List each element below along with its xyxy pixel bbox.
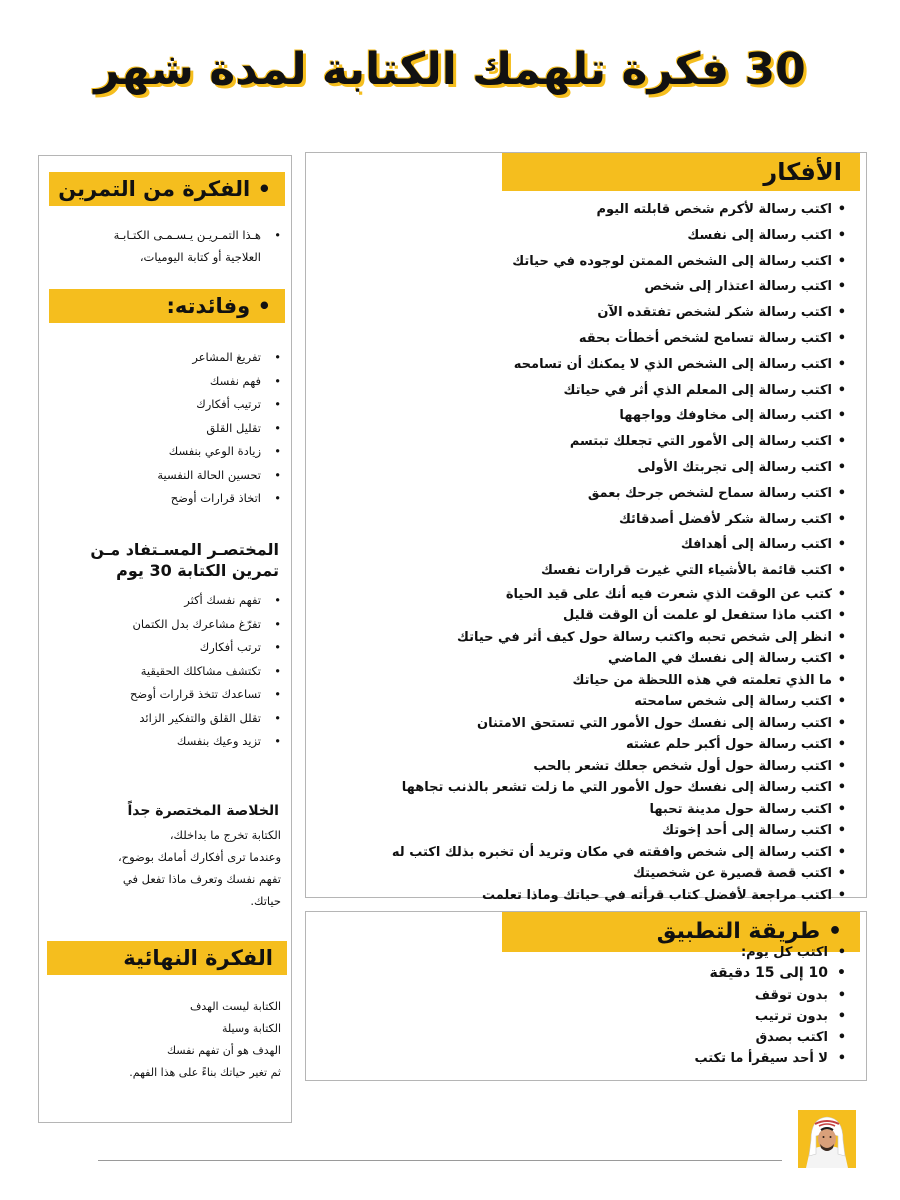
ideas-heading: الأفكار — [763, 158, 842, 186]
left-panel — [38, 155, 292, 1123]
bullet-icon: • — [837, 408, 846, 424]
bullet-icon: • — [274, 444, 281, 458]
list-item: • اكتب رسالة إلى تجربتك الأولى — [318, 455, 846, 481]
list-item: • اكتب رسالة حول مدينة تحبها — [318, 799, 846, 821]
list-item: • ترتيب أفكارك — [51, 393, 281, 417]
list-item: • اكتب رسالة إلى نفسك حول الأمور التي ما زلت تشعر بالذنب تجاهها — [318, 777, 846, 799]
final-idea-heading: الفكرة النهائية — [123, 946, 273, 970]
page-title: 30 فكرة تلهمك الكتابة لمدة شهر — [94, 44, 806, 95]
bullet-icon: • — [837, 279, 846, 295]
list-item: • اكتب رسالة اعتذار إلى شخص — [318, 274, 846, 300]
brief-line: وعندما ترى أفكارك أمامك بوضوح، — [117, 850, 281, 864]
list-item: • تفهم نفسك أكثر — [51, 589, 281, 613]
final-idea-line: الكتابة ليست الهدف — [189, 1000, 281, 1013]
final-idea-line: ثم تغير حياتك بناءً على هذا الفهم. — [129, 1066, 281, 1079]
bullet-icon: • — [837, 537, 846, 553]
bullet-icon: • — [837, 330, 846, 346]
bullet-icon: • — [837, 780, 846, 796]
list-item: • اكتب رسالة شكر لأفضل أصدقائك — [318, 507, 846, 533]
bullet-icon: • — [837, 1030, 846, 1046]
list-item: • اكتب رسالة حول أكبر حلم عشته — [318, 734, 846, 756]
brief-line: تفهم نفسك وتعرف ماذا تفعل في — [122, 872, 281, 886]
bullet-icon: • — [257, 177, 271, 201]
list-item: • اكتب رسالة شكر لشخص تفتقده الآن — [318, 300, 846, 326]
list-item: • اكتب رسالة إلى أهدافك — [318, 532, 846, 558]
bullet-icon: • — [837, 987, 846, 1003]
list-item: • ترتب أفكارك — [51, 636, 281, 660]
bullet-icon: • — [837, 382, 846, 398]
list-item: • اكتب رسالة إلى الأمور التي تجعلك تبتسم — [318, 429, 846, 455]
summary-heading-line: تمرين الكتابة 30 يوم — [116, 561, 279, 580]
bullet-icon: • — [274, 228, 281, 242]
ideas-header — [502, 153, 860, 191]
exercise-idea-header — [49, 172, 285, 206]
bullet-icon: • — [837, 844, 846, 860]
summary-heading — [49, 539, 279, 581]
list-item: • اكتب رسالة تسامح لشخص أخطأت بحقه — [318, 326, 846, 352]
benefits-heading: وفائدته: — [166, 294, 251, 318]
bullet-icon: • — [274, 373, 281, 388]
bullet-icon: • — [274, 640, 281, 654]
exercise-idea-text — [49, 224, 281, 268]
list-item: • اكتب قائمة بالأشياء التي غيرت قرارات نفسك — [318, 558, 846, 584]
bullet-icon: • — [274, 593, 281, 607]
benefits-list — [51, 346, 281, 511]
list-item: • تساعدك تتخذ قرارات أوضح — [51, 683, 281, 707]
portrait-icon — [798, 1110, 856, 1168]
list-item: • تقلل القلق والتفكير الزائد — [51, 707, 281, 731]
bullet-icon: • — [837, 1051, 846, 1067]
list-item: • تفريغ المشاعر — [51, 346, 281, 370]
bullet-icon: • — [837, 866, 846, 882]
list-item: • اكتب ماذا ستفعل لو علمت أن الوقت قليل — [318, 605, 846, 627]
list-item: • تحسين الحالة النفسية — [51, 464, 281, 488]
method-list — [546, 942, 846, 1070]
list-item: • اكتب رسالة لأكرم شخص قابلته اليوم — [318, 197, 846, 223]
bullet-icon: • — [274, 616, 281, 631]
bullet-icon: • — [837, 511, 846, 527]
bullet-icon: • — [837, 823, 846, 839]
list-item: • ما الذي تعلمته في هذه اللحظة من حياتك — [318, 670, 846, 692]
list-item: • اكتب كل يوم: — [546, 942, 846, 963]
exercise-idea-line: هـذا التمـريـن يـسـمـى الكتـابـة — [113, 228, 261, 242]
list-item: • اكتب رسالة حول أول شخص جعلك تشعر بالحب — [318, 756, 846, 778]
bullet-icon: • — [837, 434, 846, 450]
list-item: • كتب عن الوقت الذي شعرت فيه أنك على قيد الحياة — [318, 584, 846, 606]
bullet-icon: • — [274, 663, 281, 678]
bullet-icon: • — [837, 356, 846, 372]
bullet-icon: • — [837, 965, 846, 982]
list-item: • فهم نفسك — [51, 370, 281, 394]
exercise-idea-heading: الفكرة من التمرين — [58, 177, 251, 201]
bullet-icon: • — [837, 801, 846, 817]
bullet-icon: • — [837, 227, 846, 243]
bullet-icon: • — [837, 608, 846, 624]
bullet-icon: • — [837, 945, 846, 960]
bullet-icon: • — [837, 887, 846, 903]
bullet-icon: • — [274, 687, 281, 701]
list-item: • اكتب رسالة إلى الشخص الذي لا يمكنك أن تسامحه — [318, 352, 846, 378]
list-item: • اكتب قصة قصيرة عن شخصيتك — [318, 863, 846, 885]
bullet-icon: • — [274, 350, 281, 364]
exercise-idea-line: العلاجية أو كتابة اليوميات، — [139, 250, 261, 264]
bullet-icon: • — [837, 1008, 846, 1024]
bullet-icon: • — [274, 420, 281, 435]
ideas-list — [318, 197, 846, 906]
list-item: • اكتب رسالة إلى نفسك — [318, 223, 846, 249]
list-item: • اكتب رسالة إلى نفسك في الماضي — [318, 648, 846, 670]
bullet-icon: • — [837, 694, 846, 710]
final-idea-line: الهدف هو أن تفهم نفسك — [167, 1044, 281, 1057]
bullet-icon: • — [837, 758, 846, 774]
list-item: • تفرّغ مشاعرك بدل الكتمان — [51, 613, 281, 637]
summary-list — [51, 589, 281, 754]
bullet-icon: • — [274, 397, 281, 411]
list-item: • اكتب رسالة إلى مخاوفك وواجهها — [318, 403, 846, 429]
bullet-icon: • — [837, 253, 846, 269]
list-item: • لا أحد سيقرأ ما تكتب — [546, 1048, 846, 1069]
benefits-header — [49, 289, 285, 323]
bullet-icon: • — [837, 563, 846, 579]
bullet-icon: • — [837, 586, 846, 602]
list-item: • اكتب رسالة سماح لشخص جرحك بعمق — [318, 481, 846, 507]
bullet-icon: • — [837, 651, 846, 667]
bullet-icon: • — [257, 294, 271, 318]
final-idea-line: الكتابة وسيلة — [222, 1022, 281, 1035]
list-item: • تزيد وعيك بنفسك — [51, 730, 281, 754]
list-item: • تكتشف مشاكلك الحقيقية — [51, 660, 281, 684]
list-item: • تقليل القلق — [51, 417, 281, 441]
brief-heading: الخلاصة المختصرة جداً — [127, 803, 279, 819]
bullet-icon: • — [837, 202, 846, 217]
list-item: • اكتب رسالة إلى أحد إخوتك — [318, 820, 846, 842]
avatar — [798, 1110, 856, 1168]
bullet-icon: • — [274, 491, 281, 505]
ideas-panel — [305, 152, 867, 903]
bullet-icon: • — [274, 734, 281, 748]
list-item: • بدون ترتيب — [546, 1006, 846, 1027]
list-item: • اكتب رسالة إلى نفسك حول الأمور التي تستحق الامتنان — [318, 713, 846, 735]
bullet-icon: • — [827, 919, 842, 944]
method-heading: طريقة التطبيق — [656, 919, 821, 944]
list-item: • اتخاذ قرارات أوضح — [51, 487, 281, 511]
bullet-icon: • — [274, 467, 281, 482]
final-idea-text — [49, 996, 281, 1084]
final-idea-header — [47, 941, 287, 975]
bullet-icon: • — [837, 459, 846, 475]
list-item: • 10 إلى 15 دقيقة — [546, 963, 846, 984]
list-item: • اكتب رسالة إلى المعلم الذي أثر في حياتك — [318, 378, 846, 404]
brief-line: الكتابة تخرج ما بداخلك، — [169, 828, 281, 842]
summary-heading-line: المختصـر المسـتفاد مـن — [90, 540, 279, 559]
list-item: • اكتب بصدق — [546, 1027, 846, 1048]
brief-line: حياتك. — [250, 894, 281, 908]
bullet-icon: • — [274, 710, 281, 725]
bullet-icon: • — [837, 737, 846, 753]
bullet-icon: • — [837, 485, 846, 501]
list-item: • اكتب رسالة إلى شخص وافقته في مكان وتريد أن تخبره بذلك اكتب له — [318, 842, 846, 864]
bullet-icon: • — [837, 305, 846, 321]
list-item: • اكتب رسالة إلى الشخص الممتن لوجوده في حياتك — [318, 249, 846, 275]
brief-text — [49, 824, 281, 912]
list-item: • زيادة الوعي بنفسك — [51, 440, 281, 464]
footer-divider — [98, 1160, 782, 1161]
list-item: • بدون توقف — [546, 985, 846, 1006]
list-item: • اكتب رسالة إلى شخص سامحته — [318, 691, 846, 713]
method-panel — [305, 911, 867, 1081]
bullet-icon: • — [837, 715, 846, 731]
list-item: • اكتب مراجعة لأفضل كتاب قرأته في حياتك وماذا تعلمت — [318, 885, 846, 907]
bullet-icon: • — [837, 629, 846, 645]
list-item: • انظر إلى شخص تحبه واكتب رسالة حول كيف أثر في حياتك — [318, 627, 846, 649]
bullet-icon: • — [837, 672, 846, 688]
